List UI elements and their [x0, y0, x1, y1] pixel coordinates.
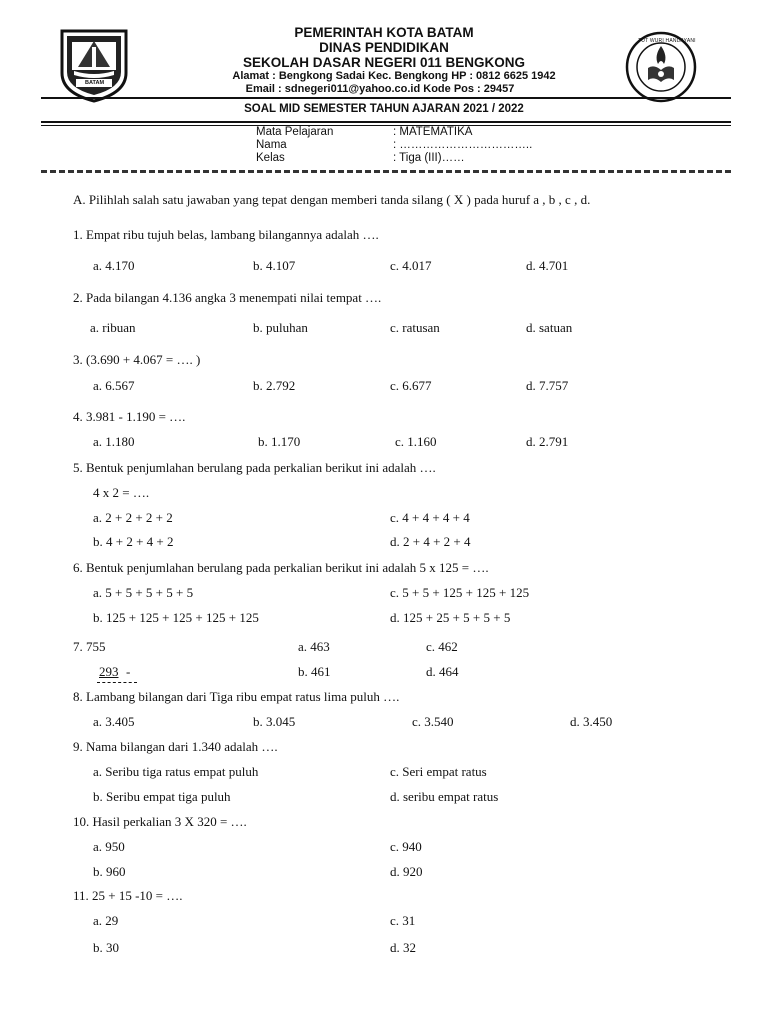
header-government: PEMERINTAH KOTA BATAM [294, 25, 474, 40]
header-email: Email : sdnegeri011@yahoo.co.id Kode Pos : 29457 [245, 83, 515, 95]
q5-option-d[interactable]: d. 2 + 4 + 2 + 4 [390, 534, 471, 549]
q7-option-d[interactable]: d. 464 [426, 664, 459, 679]
q4-option-b[interactable]: b. 1.170 [258, 434, 301, 449]
q3-option-b[interactable]: b. 2.792 [253, 378, 296, 393]
title-divider-thin [41, 125, 731, 126]
q4-option-d[interactable]: d. 2.791 [526, 434, 569, 449]
q3-option-c[interactable]: c. 6.677 [390, 378, 432, 393]
question-2: 2. Pada bilangan 4.136 angka 3 menempati nilai tempat …. [73, 290, 382, 305]
q9-option-a[interactable]: a. Seribu tiga ratus empat puluh [93, 764, 259, 779]
q6-option-d[interactable]: d. 125 + 25 + 5 + 5 + 5 [390, 610, 511, 625]
q9-option-c[interactable]: c. Seri empat ratus [390, 764, 487, 779]
question-9: 9. Nama bilangan dari 1.340 adalah …. [73, 739, 278, 754]
q6-option-b[interactable]: b. 125 + 125 + 125 + 125 + 125 [93, 610, 259, 625]
question-1: 1. Empat ribu tujuh belas, lambang bilangannya adalah …. [73, 227, 379, 242]
question-11: 11. 25 + 15 -10 = …. [73, 888, 183, 903]
q1-option-b[interactable]: b. 4.107 [253, 258, 296, 273]
q11-option-c[interactable]: c. 31 [390, 913, 416, 928]
subject-value: : MATEMATIKA [393, 126, 473, 138]
q8-option-b[interactable]: b. 3.045 [253, 714, 296, 729]
q7-option-b[interactable]: b. 461 [298, 664, 331, 679]
q2-option-d[interactable]: d. satuan [526, 320, 573, 335]
question-8: 8. Lambang bilangan dari Tiga ribu empat ratus lima puluh …. [73, 689, 400, 704]
q4-option-a[interactable]: a. 1.180 [93, 434, 135, 449]
header-divider [41, 97, 731, 99]
question-7: 7. 755 [73, 639, 106, 654]
q6-option-a[interactable]: a. 5 + 5 + 5 + 5 + 5 [93, 585, 194, 600]
q11-option-a[interactable]: a. 29 [93, 913, 119, 928]
q10-option-a[interactable]: a. 950 [93, 839, 125, 854]
batam-logo-text: BATAM [85, 80, 105, 86]
q11-option-b[interactable]: b. 30 [93, 940, 119, 955]
q10-option-d[interactable]: d. 920 [390, 864, 423, 879]
q5-option-b[interactable]: b. 4 + 2 + 4 + 2 [93, 534, 174, 549]
q5-option-c[interactable]: c. 4 + 4 + 4 + 4 [390, 510, 470, 525]
question-4: 4. 3.981 - 1.190 = …. [73, 409, 186, 424]
q8-option-a[interactable]: a. 3.405 [93, 714, 135, 729]
name-label: Nama [256, 139, 287, 151]
section-a-instruction: A. Pilihlah salah satu jawaban yang tepat dengan memberi tanda silang ( X ) pada huruf a , b , c , d. [73, 192, 591, 207]
question-7-subtrahend: 293 [99, 664, 119, 679]
q4-option-c[interactable]: c. 1.160 [395, 434, 437, 449]
q10-option-b[interactable]: b. 960 [93, 864, 126, 879]
class-value: : Tiga (III)…… [393, 152, 465, 164]
q10-option-c[interactable]: c. 940 [390, 839, 422, 854]
name-field: : …………………………….. [393, 139, 533, 151]
question-5: 5. Bentuk penjumlahan berulang pada perkalian berikut ini adalah …. [73, 460, 436, 475]
q5-option-a[interactable]: a. 2 + 2 + 2 + 2 [93, 510, 173, 525]
question-3: 3. (3.690 + 4.067 = …. ) [73, 352, 201, 367]
q8-option-c[interactable]: c. 3.540 [412, 714, 454, 729]
dashed-divider [41, 170, 731, 173]
question-7-minus-sign: - [126, 664, 131, 679]
q3-option-d[interactable]: d. 7.757 [526, 378, 569, 393]
question-7-underline-dash [97, 682, 137, 683]
q8-option-d[interactable]: d. 3.450 [570, 714, 613, 729]
title-divider [41, 121, 731, 123]
subject-label: Mata Pelajaran [256, 126, 334, 138]
header-school: SEKOLAH DASAR NEGERI 011 BENGKONG [242, 55, 526, 70]
q6-option-c[interactable]: c. 5 + 5 + 125 + 125 + 125 [390, 585, 530, 600]
header-address: Alamat : Bengkong Sadai Kec. Bengkong HP : 0812 6625 1942 [232, 70, 556, 82]
q7-option-c[interactable]: c. 462 [426, 639, 458, 654]
q2-option-c[interactable]: c. ratusan [390, 320, 440, 335]
q2-option-b[interactable]: b. puluhan [253, 320, 308, 335]
question-6: 6. Bentuk penjumlahan berulang pada perkalian berikut ini adalah 5 x 125 = …. [73, 560, 489, 575]
q3-option-a[interactable]: a. 6.567 [93, 378, 135, 393]
tut-wuri-logo-text: TUT WURI HANDAYANI [638, 38, 696, 44]
q9-option-d[interactable]: d. seribu empat ratus [390, 789, 499, 804]
header-agency: DINAS PENDIDIKAN [319, 40, 449, 55]
q7-option-a[interactable]: a. 463 [298, 639, 330, 654]
exam-title: SOAL MID SEMESTER TAHUN AJARAN 2021 / 2022 [244, 103, 524, 115]
q1-option-a[interactable]: a. 4.170 [93, 258, 135, 273]
q9-option-b[interactable]: b. Seribu empat tiga puluh [93, 789, 231, 804]
question-5-expression: 4 x 2 = …. [93, 485, 150, 500]
question-10: 10. Hasil perkalian 3 X 320 = …. [73, 814, 247, 829]
q11-option-d[interactable]: d. 32 [390, 940, 416, 955]
q2-option-a[interactable]: a. ribuan [90, 320, 136, 335]
q1-option-c[interactable]: c. 4.017 [390, 258, 432, 273]
q1-option-d[interactable]: d. 4.701 [526, 258, 569, 273]
class-label: Kelas [256, 152, 285, 164]
